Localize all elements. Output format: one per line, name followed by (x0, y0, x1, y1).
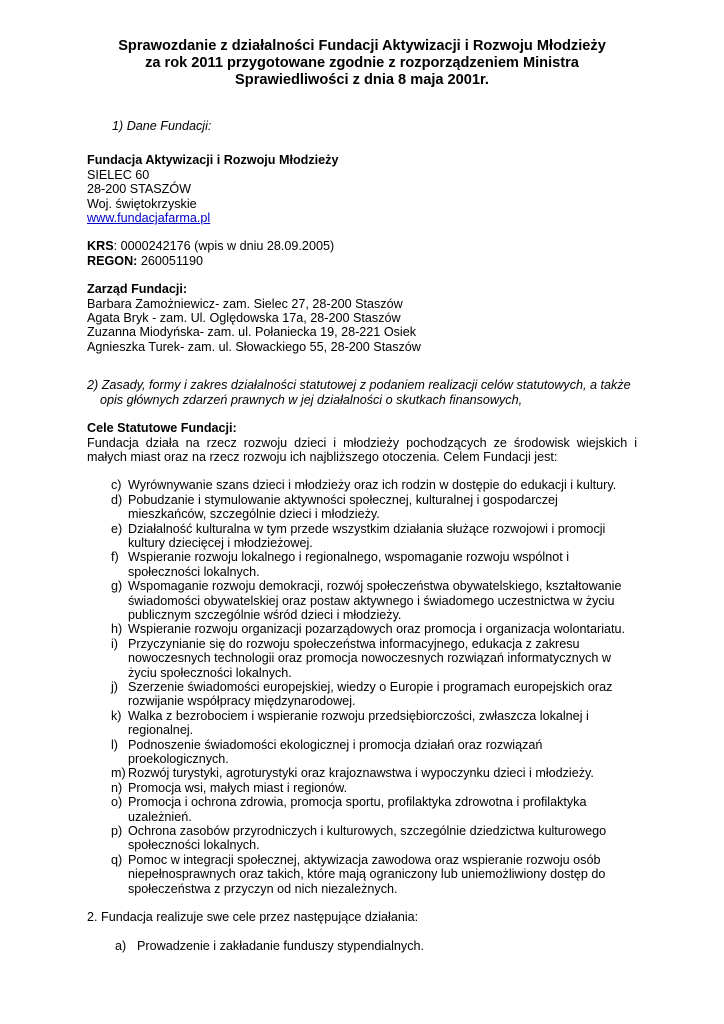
goals-section (87, 421, 637, 464)
list-item-letter: h) (111, 622, 123, 637)
goals-intro: Fundacja działa na rzecz rozwoju dzieci i młodzieży pochodzących ze środowisk wiejskich i małych miast oraz na rzecz rozwoju ich najbliższego otoczenia. Celem Fundacji jest: (87, 435, 637, 464)
list-item (87, 579, 637, 622)
list-item (87, 550, 637, 579)
list-item-letter: g) (111, 579, 123, 594)
list-item-text: Wspieranie rozwoju lokalnego i regionalnego, wspomaganie rozwoju wspólnot i społeczności lokalnych. (128, 550, 570, 579)
list-item-text: Pomoc w integracji społecznej, aktywizacja zawodowa oraz wspieranie rozwoju osób niepełnosprawnych oraz takich, które mają ograniczony lub uniemożliwiony dostęp do społeczeństwa z przyczyn od nich niezależnych. (128, 852, 606, 896)
list-item (87, 781, 637, 795)
list-item (87, 637, 637, 680)
list-item (87, 738, 637, 767)
list-item-text: Walka z bezrobociem i wspieranie rozwoju przedsiębiorczości, zwłaszcza lokalnej i regionalnej. (128, 708, 589, 738)
list-item (87, 478, 637, 492)
list-item-letter: f) (111, 550, 119, 565)
list-item-text: Wyrównywanie szans dzieci i młodzieży oraz ich rodzin w dostępie do edukacji i kultury. (128, 478, 617, 493)
board-member: Barbara Zamożniewicz- zam. Sielec 27, 28-200 Staszów (87, 296, 403, 311)
document-title (87, 38, 637, 89)
section-2-heading-line-2: opis głównych zdarzeń prawnych w jej działalności o skutkach finansowych, (100, 392, 523, 407)
goals-list (87, 478, 637, 896)
list-item-text: Podnoszenie świadomości ekologicznej i promocja działań oraz rozwiązań proekologicznych. (128, 737, 543, 767)
list-item (87, 522, 637, 551)
list-item-letter: m) (111, 766, 126, 781)
section-2-heading (87, 378, 637, 407)
list-item-letter: j) (111, 680, 118, 694)
list-item (87, 622, 637, 636)
organization-info (87, 153, 637, 225)
krs-value: : 0000242176 (wpis w dniu 28.09.2005) (113, 239, 335, 254)
organization-name: Fundacja Aktywizacji i Rozwoju Młodzieży (87, 153, 339, 168)
list-item-text: Prowadzenie i zakładanie funduszy stypendialnych. (137, 938, 425, 953)
activities-label: 2. Fundacja realizuje swe cele przez następujące działania: (87, 910, 419, 925)
list-item-letter: o) (111, 795, 123, 810)
list-item-letter: q) (111, 852, 123, 867)
list-item-text: Wspomaganie rozwoju demokracji, rozwój społeczeństwa obywatelskiego, kształtowanie świadomości obywatelskiej oraz postaw aktywnego i świadomego uczestnictwa w życiu publicznym szczególnie wśród dzieci i młodzieży. (128, 579, 622, 622)
list-item-text: Przyczynianie się do rozwoju społeczeństwa informacyjnego, edukacja z zakresu nowoczesnych technologii oraz promocja nowoczesnych rozwiązań informatycznych w życiu społeczności lokalnych. (128, 636, 611, 680)
address-line-3: Woj. świętokrzyskie (87, 196, 197, 211)
list-item (87, 795, 637, 824)
list-item-text: Wspieranie rozwoju organizacji pozarządowych oraz promocja i organizacja wolontariatu. (128, 622, 625, 637)
board-label: Zarząd Fundacji: (87, 282, 188, 297)
title-line-1: Sprawozdanie z działalności Fundacji Aktywizacji i Rozwoju Młodzieży (118, 38, 606, 54)
list-item-letter: c) (111, 478, 122, 493)
list-item (87, 680, 637, 709)
board-member: Zuzanna Miodyńska- zam. ul. Połaniecka 19, 28-221 Osiek (87, 325, 417, 340)
title-line-3: Sprawiedliwości z dnia 8 maja 2001r. (235, 72, 489, 88)
list-item-letter: l) (111, 737, 118, 752)
list-item (87, 493, 637, 522)
list-item-text: Rozwój turystyki, agroturystyki oraz krajoznawstwa i wypoczynku dzieci i młodzieży. (128, 766, 594, 781)
list-item-letter: d) (111, 492, 123, 507)
registry-info (87, 239, 637, 268)
list-item-text: Ochrona zasobów przyrodniczych i kulturowych, szczególnie dziedzictwa kulturowego społeczności lokalnych. (128, 824, 607, 853)
list-item-text: Pobudzanie i stymulowanie aktywności społecznej, kulturalnej i gospodarczej mieszkańców, szczególnie dzieci i młodzieży. (128, 492, 558, 522)
address-line-2: 28-200 STASZÓW (87, 182, 192, 197)
goals-label: Cele Statutowe Fundacji: (87, 421, 237, 436)
krs-label: KRS (87, 239, 114, 254)
list-item-text: Działalność kulturalna w tym przede wszystkim działania służące rozwojowi i promocji kultury dziecięcej i młodzieżowej. (128, 521, 606, 550)
document-page (87, 38, 637, 953)
list-item-letter: e) (111, 521, 123, 536)
list-item-letter: n) (111, 780, 123, 795)
list-item-letter: p) (111, 824, 123, 839)
list-item (87, 853, 637, 896)
list-item-text: Szerzenie świadomości europejskiej, wiedzy o Europie i programach europejskich oraz rozwijanie współpracy międzynarodowej. (128, 680, 613, 709)
list-item (87, 709, 637, 738)
regon-value: 260051190 (137, 253, 203, 268)
board-member: Agata Bryk - zam. Ul. Oględowska 17a, 28-200 Staszów (87, 311, 401, 326)
address-line-1: SIELEC 60 (87, 167, 150, 182)
board-info (87, 282, 637, 354)
list-item-letter: i) (111, 636, 118, 651)
list-item-text: Promocja i ochrona zdrowia, promocja sportu, profilaktyka zdrowotna i profilaktyka uzależnień. (128, 795, 587, 824)
regon-line (87, 254, 637, 268)
list-item (87, 939, 637, 953)
list-item-letter: k) (111, 708, 122, 723)
title-line-2: za rok 2011 przygotowane zgodnie z rozporządzeniem Ministra (145, 55, 579, 71)
list-item (87, 824, 637, 853)
board-member: Agnieszka Turek- zam. ul. Słowackiego 55, 28-200 Staszów (87, 339, 421, 354)
section-1-heading: 1) Dane Fundacji: (112, 119, 212, 133)
section-2-heading-line-1: 2) Zasady, formy i zakres działalności statutowej z podaniem realizacji celów statutowych, a także (87, 378, 631, 393)
krs-line (87, 239, 637, 253)
regon-label: REGON: (87, 253, 138, 268)
website-link[interactable]: www.fundacjafarma.pl (87, 211, 211, 226)
list-item-letter: a) (115, 938, 127, 953)
list-item (87, 766, 637, 780)
activities-list (87, 939, 637, 953)
list-item-text: Promocja wsi, małych miast i regionów. (128, 780, 348, 795)
